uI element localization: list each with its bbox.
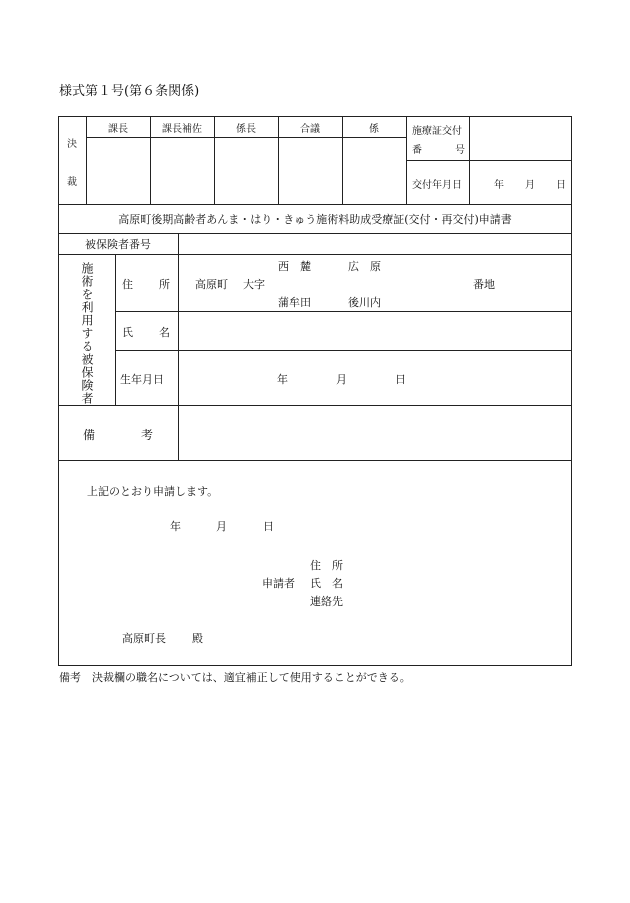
birth-day-label: 日 — [395, 373, 406, 386]
approval-header-deputy-chief: 課長補佐 — [162, 123, 202, 135]
birth-year-label: 年 — [277, 373, 288, 386]
approval-header-staff: 係 — [369, 123, 379, 135]
approval-header-consultation: 合議 — [300, 123, 320, 135]
address-label-a: 住 — [122, 278, 133, 291]
issue-date-month: 月 — [525, 180, 535, 191]
application-date-day: 日 — [263, 520, 274, 533]
address-label-b: 所 — [159, 278, 170, 291]
approval-label-top: 決 — [67, 139, 77, 150]
approval-label-bottom: 裁 — [67, 177, 77, 188]
cert-number-label-go: 号 — [455, 145, 465, 156]
cert-number-label-ban: 番 — [412, 145, 422, 156]
applicant-address-label: 住 所 — [310, 559, 343, 572]
issue-date-day: 日 — [556, 180, 566, 191]
insured-number-field[interactable] — [180, 236, 568, 253]
address-town: 高原町 — [195, 278, 228, 291]
name-label-a: 氏 — [122, 326, 133, 339]
birthdate-label: 生年月日 — [120, 373, 164, 386]
footer-note: 備考 決裁欄の職名については、適宜補正して使用することができる。 — [59, 671, 411, 684]
form-title: 様式第１号(第６条関係) — [59, 84, 200, 99]
cert-number-label: 施療証交付 — [412, 126, 462, 137]
declaration-text: 上記のとおり申請します。 — [87, 485, 219, 498]
address-oaza: 大字 — [243, 278, 265, 291]
address-option-hirowara: 広 原 — [348, 260, 381, 273]
insured-number-label: 被保険者番号 — [85, 238, 151, 251]
applicant-contact-label: 連絡先 — [310, 595, 343, 608]
address-option-nishifumoto: 西 麓 — [278, 260, 311, 273]
application-date-month: 月 — [216, 520, 227, 533]
birth-month-label: 月 — [336, 373, 347, 386]
address-banchi: 番地 — [473, 278, 495, 291]
remarks-label-b: 考 — [141, 428, 154, 442]
insured-person-section-label: 施術を利用する被保険者 — [80, 262, 94, 405]
address-option-kamuta: 蒲牟田 — [278, 296, 311, 309]
approval-header-unit-chief: 係長 — [236, 123, 256, 135]
applicant-name-label: 氏 名 — [310, 577, 343, 590]
name-field[interactable] — [181, 314, 567, 348]
address-option-shiragawachi: 後川内 — [348, 296, 381, 309]
issue-date-year: 年 — [494, 180, 504, 191]
name-label-b: 名 — [159, 326, 170, 339]
remarks-field[interactable] — [181, 408, 567, 458]
honorific: 殿 — [192, 632, 203, 645]
approval-header-section-chief: 課長 — [108, 123, 128, 135]
issue-date-label: 交付年月日 — [412, 180, 462, 191]
addressee: 高原町長 — [122, 632, 166, 645]
application-date-year: 年 — [170, 520, 181, 533]
remarks-label-a: 備 — [83, 428, 96, 442]
applicant-label: 申請者 — [262, 577, 295, 590]
application-title: 高原町後期高齢者あんま・はり・きゅう施術料助成受療証(交付・再交付)申請書 — [118, 213, 512, 226]
